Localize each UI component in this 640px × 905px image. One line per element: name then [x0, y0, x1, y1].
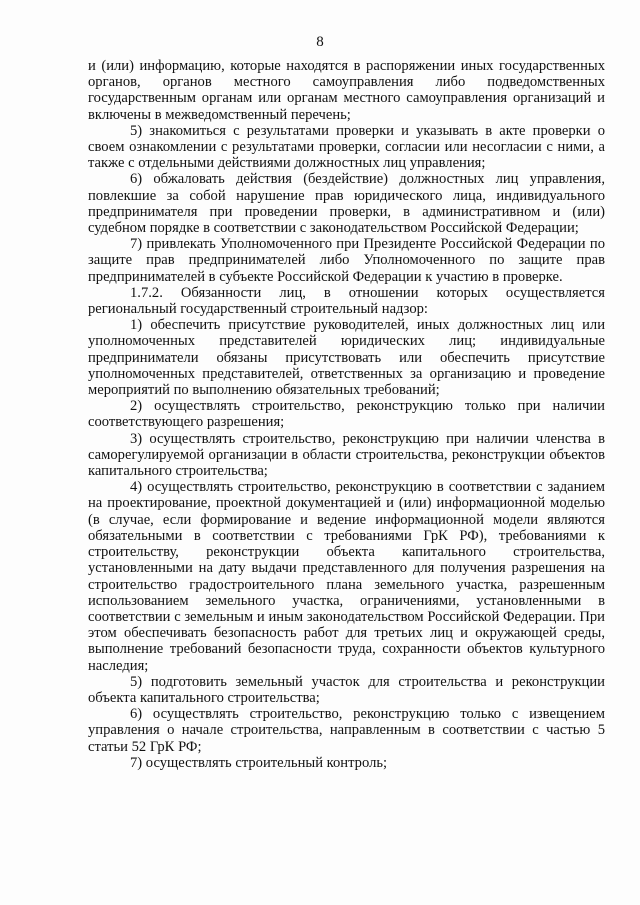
document-body: [88, 58, 605, 771]
paragraph: 6) обжаловать действия (бездействие) должностных лиц управления, повлекшие за собой нарушение прав юридического лица, индивидуального предпринимателя при проведении проверки, в административном и (или) судебном порядке в соответствии с законодательством Российской Федерации;: [88, 171, 605, 237]
paragraph: 5) знакомиться с результатами проверки и указывать в акте проверки о своем ознакомлении с результатами проверки, согласии или несогласии с ними, а также с отдельными действиями должностных лиц управления;: [88, 122, 605, 172]
paragraph: 3) осуществлять строительство, реконструкцию при наличии членства в саморегулируемой организации в области строительства, реконструкции объектов капитального строительства;: [88, 430, 605, 480]
paragraph: 7) осуществлять строительный контроль;: [130, 754, 388, 771]
page-number: 8: [316, 34, 324, 50]
paragraph: 1.7.2. Обязанности лиц, в отношении которых осуществляется региональный государственный строительный надзор:: [88, 284, 605, 318]
paragraph: и (или) информацию, которые находятся в распоряжении иных государственных органов, органов местного самоуправления либо подведомственных государственным органам или органам местного самоуправления организаций и включены в межведомственный перечень;: [88, 58, 605, 123]
paragraph: 2) осуществлять строительство, реконструкцию только при наличии соответствующего разрешения;: [88, 398, 605, 431]
paragraph: 5) подготовить земельный участок для строительства и реконструкции объекта капитального строительства;: [88, 673, 605, 706]
paragraph: 1) обеспечить присутствие руководителей, иных должностных лиц или уполномоченных представителей юридических лиц; индивидуальные предприниматели обязаны присутствовать или обеспечить присутствие уполномоченных представителей, ответственных за организацию и проведение мероприятий по выполнению обязательных требований;: [88, 317, 605, 399]
paragraph: 6) осуществлять строительство, реконструкцию только с извещением управления о начале строительства, направленным в соответствии с частью 5 статьи 52 ГрК РФ;: [88, 706, 605, 755]
paragraph: 7) привлекать Уполномоченного при Президенте Российской Федерации по защите прав предпринимателей либо Уполномоченного по защите прав предпринимателей в субъекте Российской Федерации к участию в проверке.: [88, 236, 605, 285]
paragraph: 4) осуществлять строительство, реконструкцию в соответствии с заданием на проектирование, проектной документацией и (или) информационной моделью (в случае, если формирование и ведение информационной модели являются обязательными в соответствии с требованиями ГрК РФ), требованиями к строительству, реконструкции объекта капитального строительства, установленными на дату выдачи представленного для получения разрешения на строительство градостроительного плана земельного участка, разрешенным использованием земельного участка, ограничениями, установленными в соответствии с земельным и иным законодательством Российской Федерации. При этом обеспечивать безопасность работ для третьих лиц и окружающей среды, выполнение требований безопасности труда, сохранности объектов культурного наследия;: [88, 479, 605, 674]
